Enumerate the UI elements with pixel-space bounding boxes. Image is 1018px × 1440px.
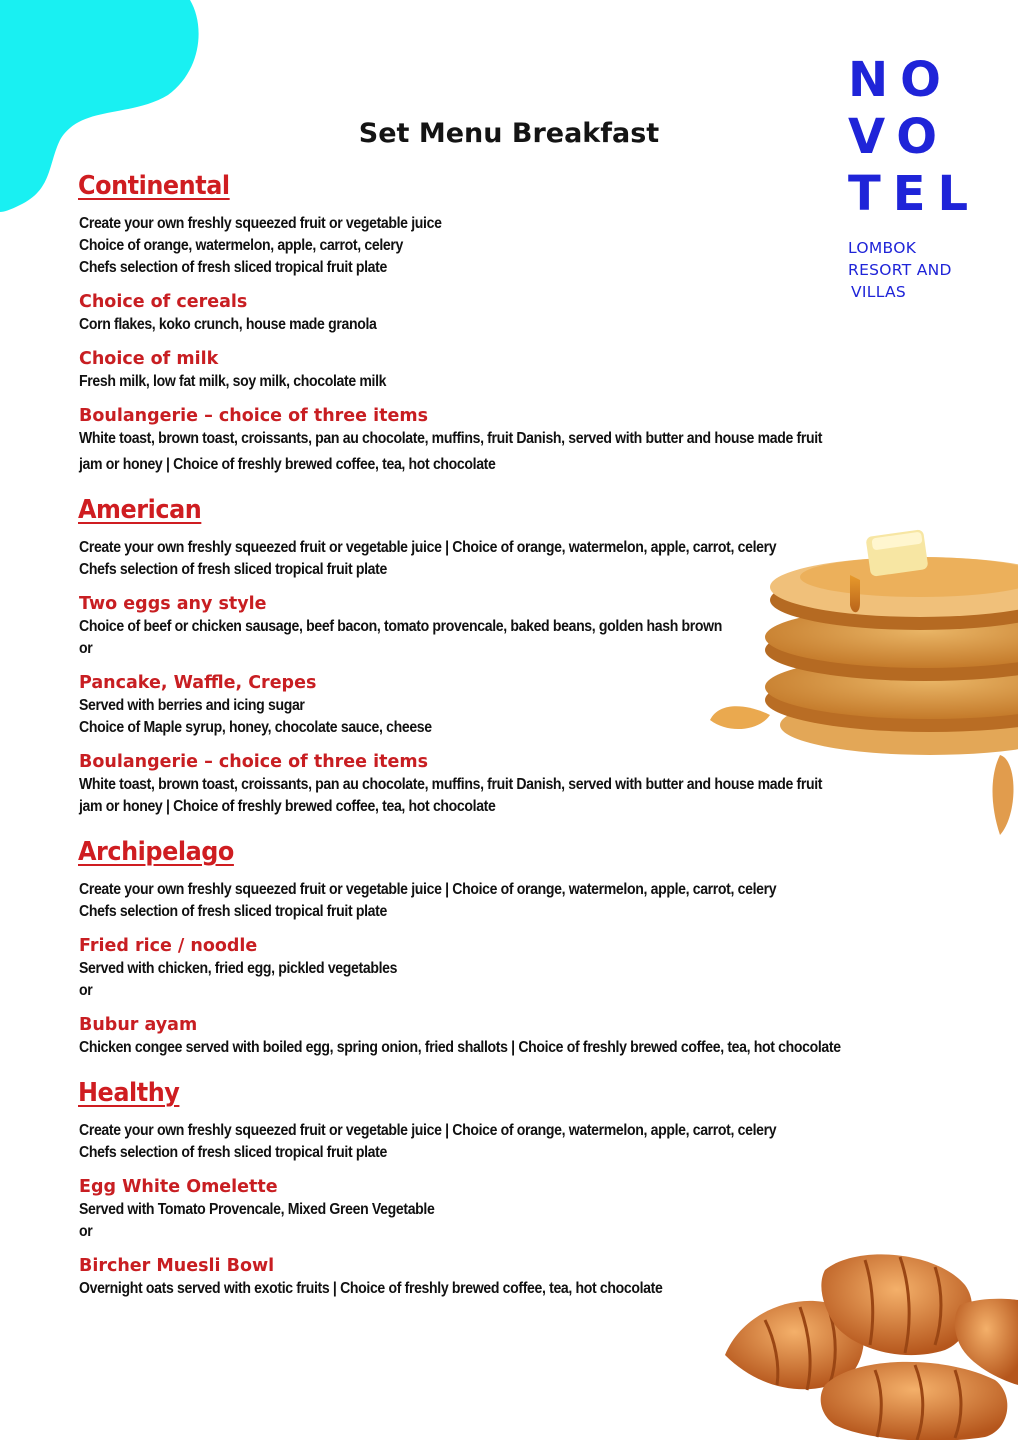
item-heading: Bubur ayam	[79, 1015, 198, 1035]
item-heading: Pancake, Waffle, Crepes	[79, 673, 317, 693]
menu-line: Chicken congee served with boiled egg, spring onion, fried shallots | Choice of freshly brewed coffee, tea, hot chocolate	[79, 1039, 841, 1056]
logo-word-line-1: NO	[848, 52, 953, 108]
item-heading: Boulangerie – choice of three items	[79, 406, 429, 426]
menu-line: or	[79, 640, 93, 657]
item-heading: Bircher Muesli Bowl	[79, 1256, 275, 1276]
menu-line: or	[79, 1223, 93, 1240]
menu-line: Choice of Maple syrup, honey, chocolate sauce, cheese	[79, 719, 432, 736]
menu-line: White toast, brown toast, croissants, pan au chocolate, muffins, fruit Danish, served with butter and house made fruit	[79, 776, 823, 793]
item-heading: Two eggs any style	[79, 594, 267, 614]
menu-line: Create your own freshly squeezed fruit or vegetable juice	[79, 215, 442, 232]
item-heading: Egg White Omelette	[79, 1177, 278, 1197]
menu-line: Served with chicken, fried egg, pickled vegetables	[79, 960, 398, 977]
menu-line: Fresh milk, low fat milk, soy milk, chocolate milk	[79, 373, 387, 390]
menu-line: Corn flakes, koko crunch, house made granola	[79, 316, 377, 333]
menu-line: Choice of orange, watermelon, apple, carrot, celery	[79, 237, 403, 254]
menu-line: Served with Tomato Provencale, Mixed Green Vegetable	[79, 1201, 435, 1218]
item-heading: Choice of cereals	[79, 292, 248, 312]
menu-line: Create your own freshly squeezed fruit or vegetable juice | Choice of orange, watermelon, apple, carrot, celery	[79, 1122, 777, 1139]
menu-line: Choice of beef or chicken sausage, beef bacon, tomato provencale, baked beans, golden hash brown	[79, 618, 722, 635]
menu-line: Overnight oats served with exotic fruits | Choice of freshly brewed coffee, tea, hot chocolate	[79, 1280, 663, 1297]
logo-subtitle	[848, 237, 980, 303]
menu-line: Create your own freshly squeezed fruit or vegetable juice | Choice of orange, watermelon, apple, carrot, celery	[79, 881, 777, 898]
menu-line: Create your own freshly squeezed fruit or vegetable juice | Choice of orange, watermelon, apple, carrot, celery	[79, 539, 777, 556]
section-title-american: American	[78, 495, 202, 525]
pancake-stack-image	[700, 515, 1018, 845]
menu-line: Chefs selection of fresh sliced tropical fruit plate	[79, 259, 387, 276]
logo-word-line-2: VO	[848, 109, 950, 165]
menu-line: jam or honey | Choice of freshly brewed coffee, tea, hot chocolate	[79, 798, 496, 815]
menu-line: Chefs selection of fresh sliced tropical fruit plate	[79, 903, 387, 920]
novotel-logo	[848, 52, 980, 303]
section-title-continental: Continental	[78, 171, 230, 201]
menu-line: jam or honey | Choice of freshly brewed coffee, tea, hot chocolate	[79, 456, 496, 473]
menu-line: Chefs selection of fresh sliced tropical fruit plate	[79, 561, 387, 578]
croissants-image	[705, 1245, 1018, 1440]
menu-line: Served with berries and icing sugar	[79, 697, 305, 714]
logo-subtitle-line-1: LOMBOK	[848, 239, 917, 257]
item-heading: Choice of milk	[79, 349, 219, 369]
menu-line: Chefs selection of fresh sliced tropical fruit plate	[79, 1144, 387, 1161]
logo-subtitle-line-3: VILLAS	[851, 283, 907, 301]
logo-subtitle-line-2: RESORT AND	[848, 261, 952, 279]
item-heading: Fried rice / noodle	[79, 936, 258, 956]
logo-word-line-3: TEL	[848, 166, 981, 222]
item-heading: Boulangerie – choice of three items	[79, 752, 429, 772]
section-title-healthy: Healthy	[78, 1078, 180, 1108]
menu-line: White toast, brown toast, croissants, pan au chocolate, muffins, fruit Danish, served with butter and house made fruit	[79, 430, 823, 447]
page-title: Set Menu Breakfast	[358, 118, 660, 149]
menu-line: or	[79, 982, 93, 999]
section-title-archipelago: Archipelago	[78, 837, 234, 867]
